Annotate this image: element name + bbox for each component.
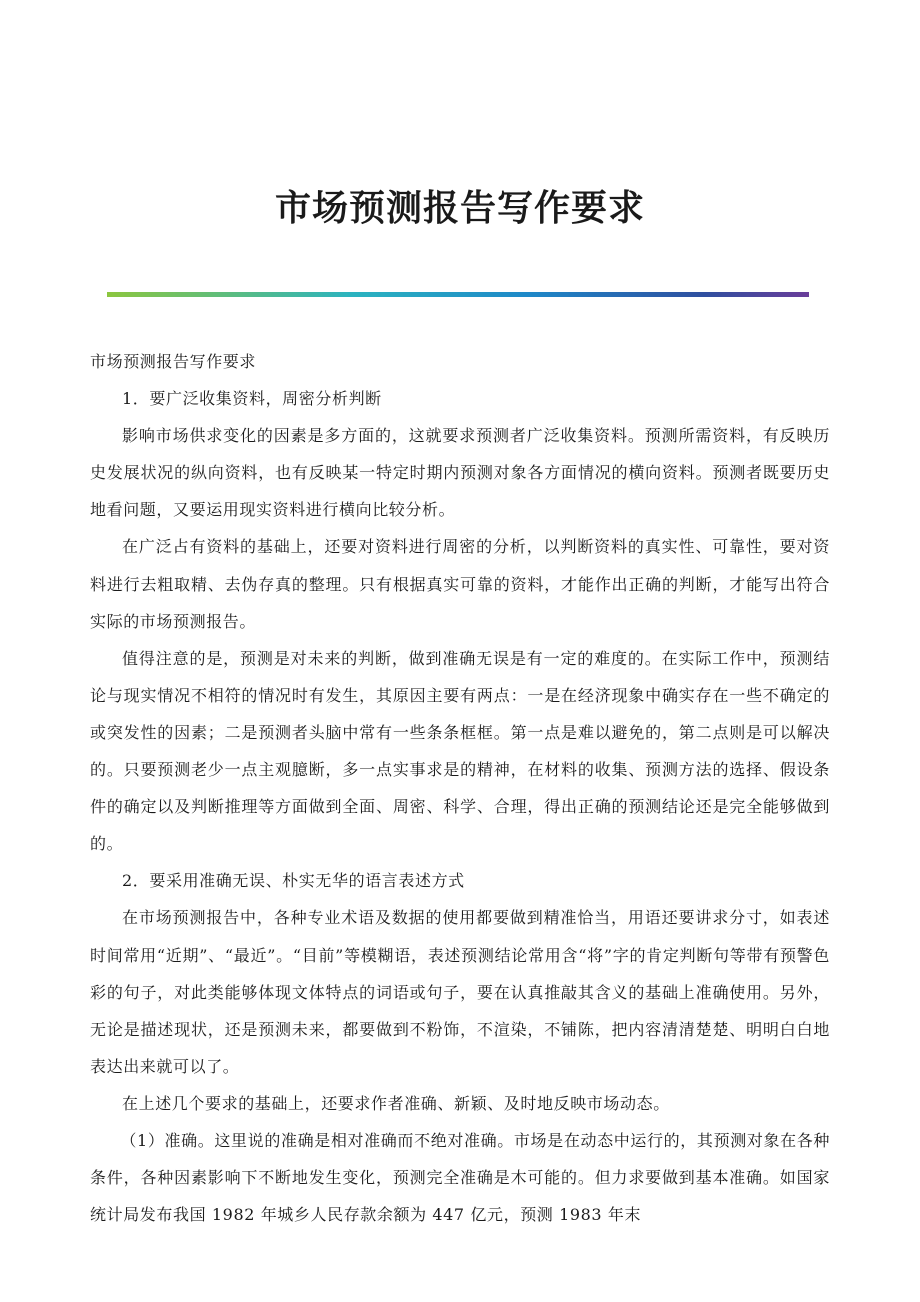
paragraph: 在上述几个要求的基础上，还要求作者准确、新颖、及时地反映市场动态。 [122,1093,670,1113]
section-heading: 市场预测报告写作要求 [90,352,257,371]
numbered-heading: 1．要广泛收集资料，周密分析判断 [122,389,382,409]
paragraph: 在市场预测报告中，各种专业术语及数据的使用都要做到精准恰当，用语还要讲求分寸，如表述时间常用“近期”、“最近”。“目前”等模糊语，表述预测结论常用含“将”字的肯定判断句等带有预警色彩的句子，对此类能够体现文体特点的词语或句子，要在认真推敲其含义的基础上准确使用。另外，无论是描述现状，还是预测未来，都要做到不粉饰，不渲染，不铺陈，把内容清清楚楚、明明白白地表达出来就可以了。 [90,908,830,1076]
title-divider [107,292,809,297]
paragraph: 影响市场供求变化的因素是多方面的，这就要求预测者广泛收集资料。预测所需资料，有反映历史发展状况的纵向资料，也有反映某一特定时期内预测对象各方面情况的横向资料。预测者既要历史地看问题，又要运用现实资料进行横向比较分析。 [90,426,830,520]
paragraph: 在广泛占有资料的基础上，还要对资料进行周密的分析，以判断资料的真实性、可靠性，要对资料进行去粗取精、去伪存真的整理。只有根据真实可靠的资料，才能作出正确的判断，才能写出符合实际的市场预测报告。 [90,537,830,631]
page-title: 市场预测报告写作要求 [274,187,645,229]
numbered-heading: 2．要采用准确无误、朴实无华的语言表述方式 [122,871,465,891]
paragraph: （1）准确。这里说的准确是相对准确而不绝对准确。市场是在动态中运行的，其预测对象在各种条件，各种因素影响下不断地发生变化，预测完全准确是木可能的。但力求要做到基本准确。如国家统计局发布我国 1982 年城乡人民存款余额为 447 亿元，预测 1983 年末 [90,1130,830,1225]
paragraph: 值得注意的是，预测是对未来的判断，做到准确无误是有一定的难度的。在实际工作中，预测结论与现实情况不相符的情况时有发生，其原因主要有两点：一是在经济现象中确实存在一些不确定的或突发性的因素；二是预测者头脑中常有一些条条框框。第一点是难以避免的，第二点则是可以解决的。只要预测老少一点主观臆断，多一点实事求是的精神，在材料的收集、预测方法的选择、假设条件的确定以及判断推理等方面做到全面、周密、科学、合理，得出正确的预测结论还是完全能够做到的。 [90,648,830,854]
document-body [90,343,830,1233]
